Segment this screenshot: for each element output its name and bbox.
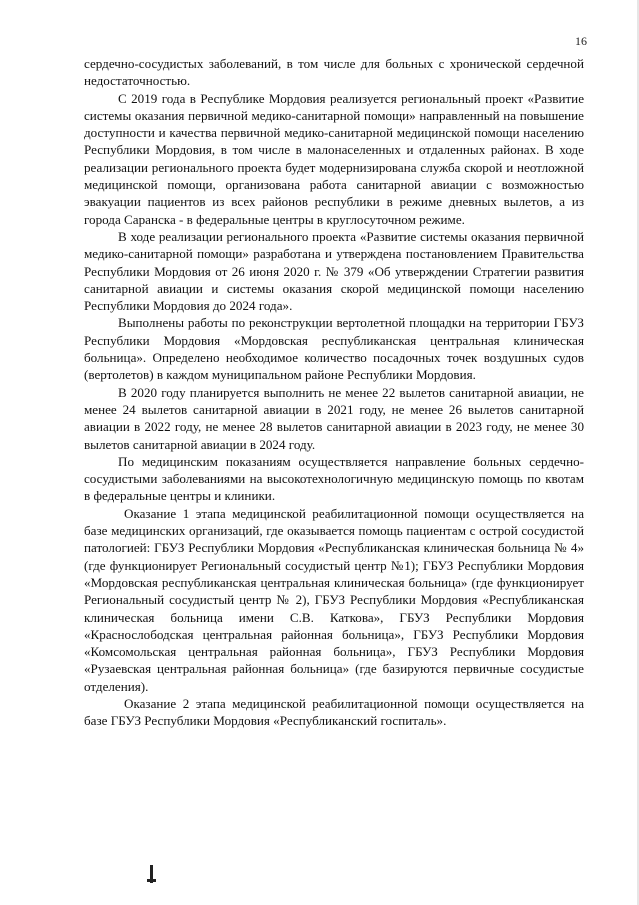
- paragraph-rehab-stage-2: Оказание 2 этапа медицинской реабилитационной помощи осуществляется на базе ГБУЗ Республики Мордовия «Республиканский госпиталь».: [84, 695, 584, 729]
- page-number: 16: [575, 34, 587, 48]
- paragraph-regional-project: С 2019 года в Республике Мордовия реализуется региональный проект «Развитие системы оказания первичной медико-санитарной помощи» направленный на повышение доступности и качества первичной медико-санитарной медицинской помощи населению Республики Мордовия, в том числе в малонаселенных и отдаленных районах. В ходе реализации регионального проекта будет модернизирована служба скорой и неотложной медицинской помощи, организована работа санитарной авиации с возможностью эвакуации пациентов из всех районов республики в режиме дневных вылетов, а из города Саранска - в федеральные центры в круглосуточном режиме.: [84, 90, 584, 227]
- paragraph-helipad: Выполнены работы по реконструкции вертолетной площадки на территории ГБУЗ Республики Мордовия «Мордовская республиканская центральная клиническая больница». Определено необходимое количество посадочных точек воздушных судов (вертолетов) в каждом муниципальном районе Республики Мордовия.: [84, 315, 584, 383]
- paragraph-high-tech-care: По медицинским показаниям осуществляется направление больных сердечно-сосудистыми заболеваниями на высокотехнологичную медицинскую помощь по квотам в федеральные центры и клиники.: [84, 453, 584, 504]
- paragraph-flights: В 2020 году планируется выполнить не менее 22 вылетов санитарной авиации, не менее 24 вылетов санитарной авиации в 2021 году, не менее 26 вылетов санитарной авиации в 2022 году, не менее 28 вылетов санитарной авиации в 2023 году, не менее 30 вылетов санитарной авиации в 2024 году.: [84, 384, 584, 452]
- document-body: [84, 55, 584, 730]
- scan-artifact-mark: [150, 865, 153, 883]
- paragraph-rehab-stage-1: Оказание 1 этапа медицинской реабилитационной помощи осуществляется на базе медицинских организаций, где оказывается помощь пациентам с острой сосудистой патологией: ГБУЗ Республики Мордовия «Республиканская клиническая больница № 4» (где функционирует Региональный сосудистый центр №1); ГБУЗ Республики Мордовия «Мордовская республиканская центральная клиническая больница» (где функционирует Региональный сосудистый центр № 2), ГБУЗ Республики Мордовия «Республиканская клиническая больница имени С.В. Каткова», ГБУЗ Республики Мордовия «Краснослободская центральная районная больница», ГБУЗ Республики Мордовия «Комсомольская центральная районная больница», ГБУЗ Республики Мордовия «Рузаевская центральная районная больница» (где базируются первичные сосудистые отделения).: [84, 505, 584, 694]
- paragraph-continuation: сердечно-сосудистых заболеваний, в том числе для больных с хронической сердечной недостаточностью.: [84, 56, 584, 89]
- paragraph-strategy: В ходе реализации регионального проекта «Развитие системы оказания первичной медико-санитарной помощи» разработана и утверждена постановлением Правительства Республики Мордовия от 26 июня 2020 г. № 379 «Об утверждении Стратегии развития санитарной авиации и системы оказания скорой медицинской помощи населению Республики Мордовия до 2024 года».: [84, 228, 584, 314]
